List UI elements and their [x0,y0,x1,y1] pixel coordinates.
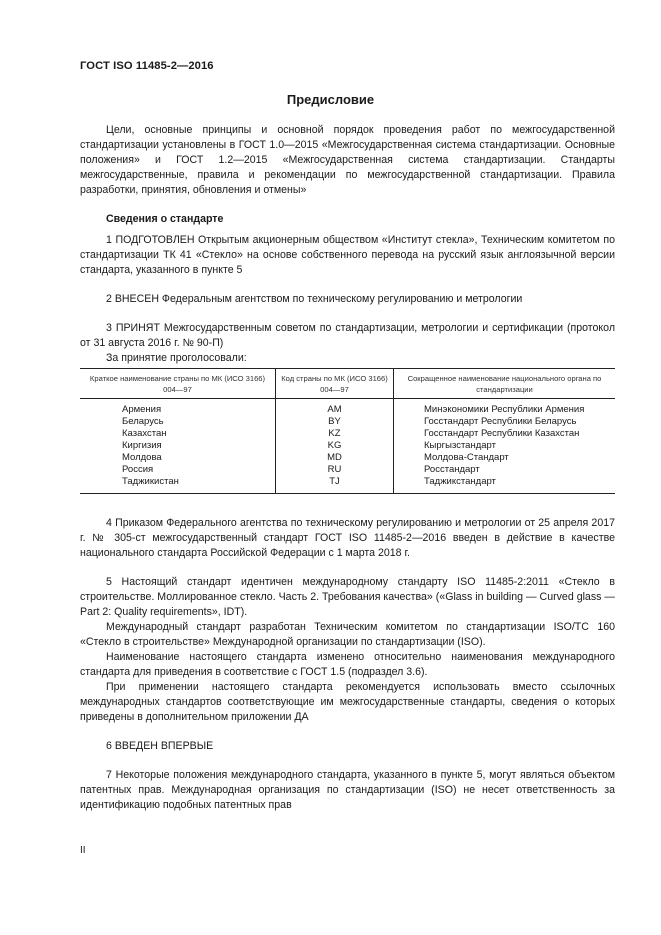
table-cell-body: Молдова-Стандарт [394,452,616,464]
page-title: Предисловие [286,92,375,107]
item-5-paragraph-4: При применении настоящего стандарта рекомендуется использовать вместо ссылочных международных стандартов соответствующие им межгосударственные стандарты, сведения о которых приведены в дополнительном приложении ДА [80,681,615,723]
table-cell-body: Росстандарт [394,464,616,476]
table-row [80,464,615,476]
table-header-row [80,369,615,399]
table-header-code: Код страны по МК (ИСО 3166) 004—97 [276,369,394,399]
table-row [80,416,615,428]
table-header-country: Краткое наименование страны по МК (ИСО 3166) 004—97 [80,369,276,399]
table-row [80,452,615,464]
voting-countries-table [80,368,615,494]
table-cell-code: RU [276,464,394,476]
table-row [80,440,615,452]
table-cell-body: Кыргызстандарт [394,440,616,452]
document-id-header: ГОСТ ISO 11485-2—2016 [80,60,214,72]
item-5-paragraph: 5 Настоящий стандарт идентичен международному стандарту ISO 11485-2:2011 «Стекло в строительстве. Моллированное стекло. Часть 2. Требования качества» («Glass in building — Curved glass — Part 2: Quality requirements», IDT). [80,576,615,618]
table-cell-country: Киргизия [122,440,162,451]
table-cell-country: Таджикистан [80,476,276,494]
table-cell-body: Минэкономики Республики Армения [394,399,616,417]
table-cell-country: Беларусь [122,416,164,427]
table-cell-body: Госстандарт Республики Беларусь [394,416,616,428]
table-cell-code: BY [276,416,394,428]
table-cell-country: Армения [122,404,162,415]
section-title: Сведения о стандарте [106,213,224,225]
item-4-paragraph: 4 Приказом Федерального агентства по техническому регулированию и метрологии от 25 апреля 2017 г. № 305-ст межгосударственный стандарт ГОСТ ISO 11485-2—2016 введен в действие в качестве национального стандарта Российской Федерации с 1 марта 2018 г. [80,517,615,559]
item-6-paragraph: 6 ВВЕДЕН ВПЕРВЫЕ [106,740,214,752]
table-cell-body: Таджикстандарт [394,476,616,494]
table-row [80,476,615,494]
item-3-paragraph: 3 ПРИНЯТ Межгосударственным советом по стандартизации, метрологии и сертификации (протокол от 31 августа 2016 г. № 90-П) [80,322,615,349]
table-cell-code: MD [276,452,394,464]
table-cell-country: Казахстан [122,428,167,439]
table-row [80,428,615,440]
table-cell-code: KZ [276,428,394,440]
table-cell-code: TJ [276,476,394,494]
item-1-paragraph: 1 ПОДГОТОВЛЕН Открытым акционерным обществом «Институт стекла», Техническим комитетом по стандартизации ТК 41 «Стекло» на основе собственного перевода на русский язык англоязычной версии стандарта, указанного в пункте 5 [80,234,615,276]
table-cell-body: Госстандарт Республики Казахстан [394,428,616,440]
item-3-voted-label: За принятие проголосовали: [106,352,247,364]
table-cell-country: Россия [122,464,154,475]
preface-content [80,123,615,813]
item-5-paragraph-2: Международный стандарт разработан Техническим комитетом по стандартизации ISO/TC 160 «Стекло в строительстве» Международной организации по стандартизации (ISO). [80,621,615,648]
item-7-paragraph: 7 Некоторые положения международного стандарта, указанного в пункте 5, могут являться объектом патентных прав. Международная организация по стандартизации (ISO) не несет ответственность за идентификацию подобных патентных прав [80,769,615,811]
table-cell-code: KG [276,440,394,452]
table-row [80,399,615,417]
intro-paragraph: Цели, основные принципы и основной порядок проведения работ по межгосударственной стандартизации установлены в ГОСТ 1.0—2015 «Межгосударственная система стандартизации. Основные положения» и ГОСТ 1.2—2015 «Межгосударственная система стандартизации. Стандарты межгосударственные, правила и рекомендации по межгосударственной стандартизации. Правила разработки, принятия, обновления и отмены» [80,124,615,196]
item-5-paragraph-3: Наименование настоящего стандарта изменено относительно наименования международного стандарта для приведения в соответствие с ГОСТ 1.5 (подраздел 3.6). [80,651,615,678]
table-cell-code: AM [276,399,394,417]
page-number: II [80,845,86,856]
table-cell-country: Молдова [122,452,162,463]
item-2-paragraph: 2 ВНЕСЕН Федеральным агентством по техническому регулированию и метрологии [106,293,523,305]
table-header-body: Сокращенное наименование национального органа по стандартизации [394,369,616,399]
